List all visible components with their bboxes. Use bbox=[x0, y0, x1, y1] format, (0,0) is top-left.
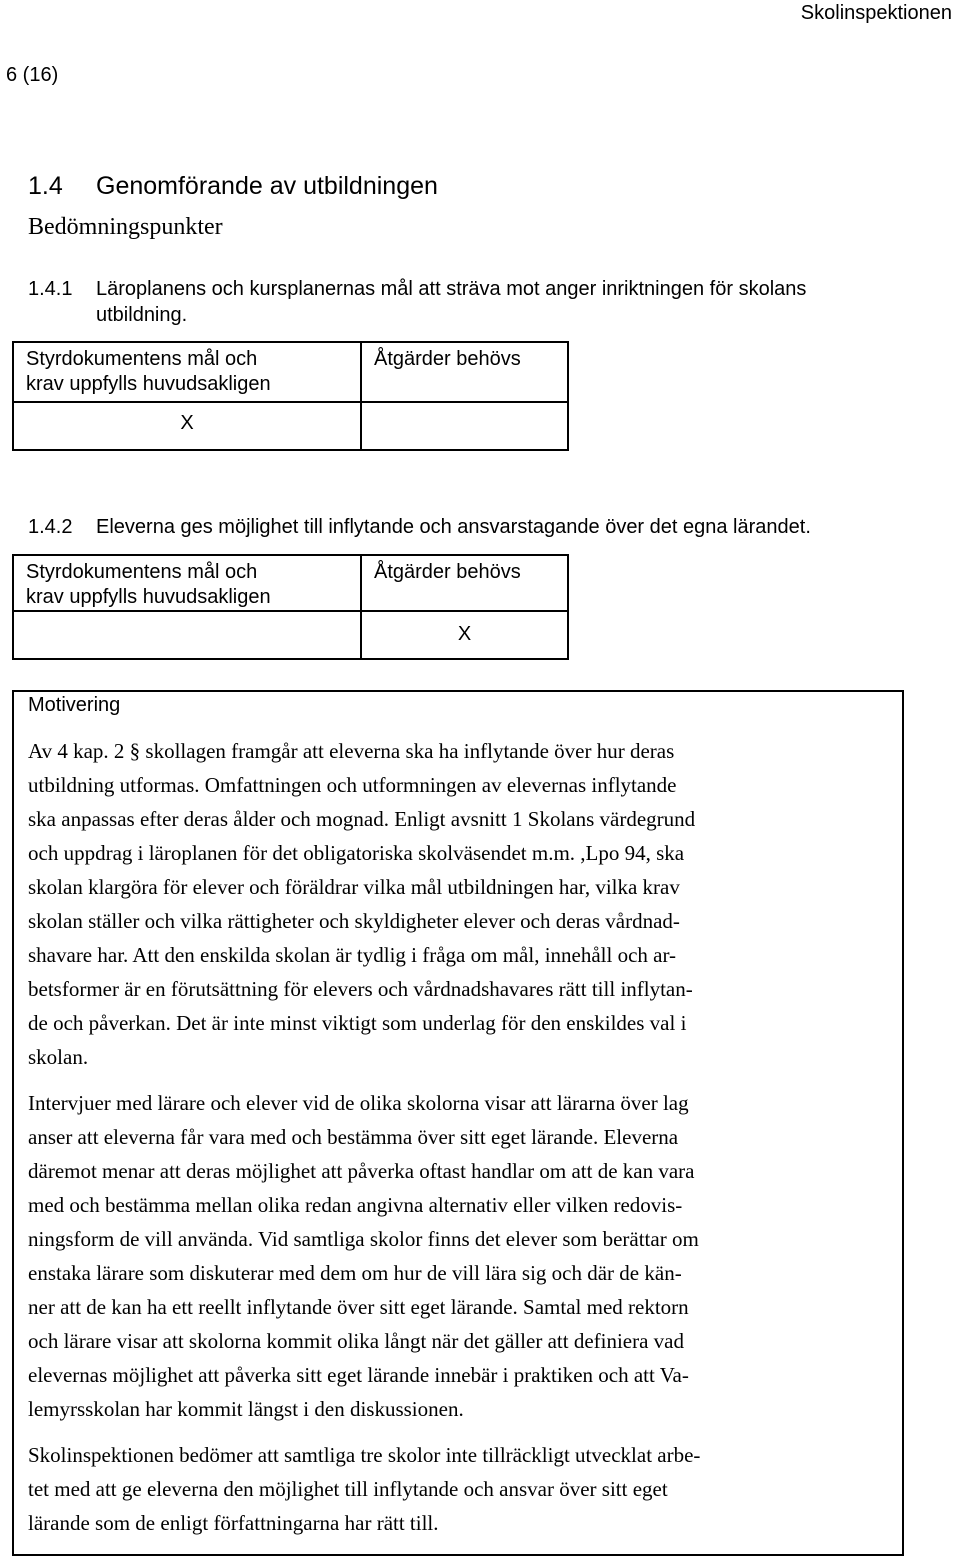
compliant-label-line2: krav uppfylls huvudsakligen bbox=[26, 586, 271, 608]
point-number: 1.4.1 bbox=[28, 278, 73, 300]
action-needed-mark-cell bbox=[361, 402, 568, 450]
section-title: Genomförande av utbildningen bbox=[96, 172, 438, 200]
compliant-mark-cell bbox=[13, 611, 361, 659]
text-line: betsformer är en förutsättning för elevers och vårdnadshavares rätt till inflytan- bbox=[28, 977, 693, 1001]
text-line: enstaka lärare som diskuterar med dem om hur de vill lära sig och där de kän- bbox=[28, 1261, 682, 1285]
text-line: elevernas möjlighet att påverka sitt eget lärande innebär i praktiken och att Va- bbox=[28, 1363, 689, 1387]
point-title: Läroplanens och kursplanernas mål att sträva mot anger inriktningen för skolans bbox=[96, 278, 807, 300]
compliant-mark: X bbox=[180, 412, 194, 434]
text-line: lemyrsskolan har kommit längst i den diskussionen. bbox=[28, 1397, 464, 1421]
compliant-label-line1: Styrdokumentens mål och bbox=[26, 561, 258, 583]
text-line: ska anpassas efter deras ålder och mognad. Enligt avsnitt 1 Skolans värdegrund bbox=[28, 807, 696, 831]
text-line: Intervjuer med lärare och elever vid de olika skolorna visar att lärarna över lag bbox=[28, 1091, 689, 1115]
motivering-text bbox=[28, 734, 874, 1552]
compliant-label-line1: Styrdokumentens mål och bbox=[26, 348, 258, 370]
text-line: skolan ställer och vilka rättigheter och skyldigheter elever och deras vårdnad- bbox=[28, 909, 680, 933]
action-needed-header bbox=[361, 342, 568, 402]
action-needed-label: Åtgärder behövs bbox=[374, 561, 521, 583]
compliant-header bbox=[13, 555, 361, 611]
section-number: 1.4 bbox=[28, 172, 63, 200]
text-line: och uppdrag i läroplanen för det obligatoriska skolväsendet m.m. ,Lpo 94, ska bbox=[28, 841, 685, 865]
text-line: de och påverkan. Det är inte minst viktigt som underlag för den enskildes val i bbox=[28, 1011, 687, 1035]
text-line: Av 4 kap. 2 § skollagen framgår att eleverna ska ha inflytande över hur deras bbox=[28, 739, 675, 763]
point-heading-1-4-1 bbox=[28, 276, 948, 328]
action-needed-header bbox=[361, 555, 568, 611]
text-line: ningsform de vill använda. Vid samtliga skolor finns det elever som berättar om bbox=[28, 1227, 699, 1251]
page-number: 6 (16) bbox=[6, 64, 59, 86]
motivering-box bbox=[12, 690, 904, 1556]
text-line: utbildning utformas. Omfattningen och utformningen av elevernas inflytande bbox=[28, 773, 677, 797]
text-line: däremot menar att deras möjlighet att påverka oftast handlar om att de kan vara bbox=[28, 1159, 695, 1183]
point-number: 1.4.2 bbox=[28, 516, 73, 538]
section-heading bbox=[28, 172, 438, 201]
action-needed-mark-cell bbox=[361, 611, 568, 659]
compliant-header bbox=[13, 342, 361, 402]
action-needed-mark: X bbox=[457, 623, 472, 645]
action-needed-label: Åtgärder behövs bbox=[374, 348, 521, 370]
text-line: Skolinspektionen bedömer att samtliga tre skolor inte tillräckligt utvecklat arbe- bbox=[28, 1443, 701, 1467]
text-line: shavare har. Att den enskilda skolan är tydlig i fråga om mål, innehåll och ar- bbox=[28, 943, 677, 967]
motivering-label: Motivering bbox=[28, 694, 121, 716]
motivering-paragraph-2 bbox=[28, 1086, 874, 1426]
section-subtitle: Bedömningspunkter bbox=[28, 214, 223, 240]
text-line: anser att eleverna får vara med och bestämma över sitt eget lärande. Eleverna bbox=[28, 1125, 679, 1149]
assessment-table-1-4-2 bbox=[12, 554, 569, 660]
text-line: skolan klargöra för elever och föräldrar vilka mål utbildningen har, vilka krav bbox=[28, 875, 680, 899]
assessment-table-1-4-1 bbox=[12, 341, 569, 451]
text-line: tet med att ge eleverna den möjlighet till inflytande och ansvar över sitt eget bbox=[28, 1477, 668, 1501]
point-title-continued: utbildning. bbox=[96, 304, 188, 326]
motivering-paragraph-1 bbox=[28, 734, 874, 1074]
motivering-paragraph-3 bbox=[28, 1438, 874, 1540]
compliant-label-line2: krav uppfylls huvudsakligen bbox=[26, 373, 271, 395]
text-line: och lärare visar att skolorna kommit olika långt när det gäller att definiera vad bbox=[28, 1329, 685, 1353]
point-title: Eleverna ges möjlighet till inflytande och ansvarstagande över det egna lärandet. bbox=[96, 516, 811, 538]
compliant-mark-cell bbox=[13, 402, 361, 450]
text-line: skolan. bbox=[28, 1045, 89, 1069]
text-line: ner att de kan ha ett reellt inflytande över sitt eget lärande. Samtal med rektorn bbox=[28, 1295, 689, 1319]
text-line: med och bestämma mellan olika redan angivna alternativ eller vilken redovis- bbox=[28, 1193, 683, 1217]
text-line: lärande som de enligt författningarna har rätt till. bbox=[28, 1511, 439, 1535]
header-organization: Skolinspektionen bbox=[800, 2, 952, 24]
point-heading-1-4-2 bbox=[28, 514, 948, 540]
